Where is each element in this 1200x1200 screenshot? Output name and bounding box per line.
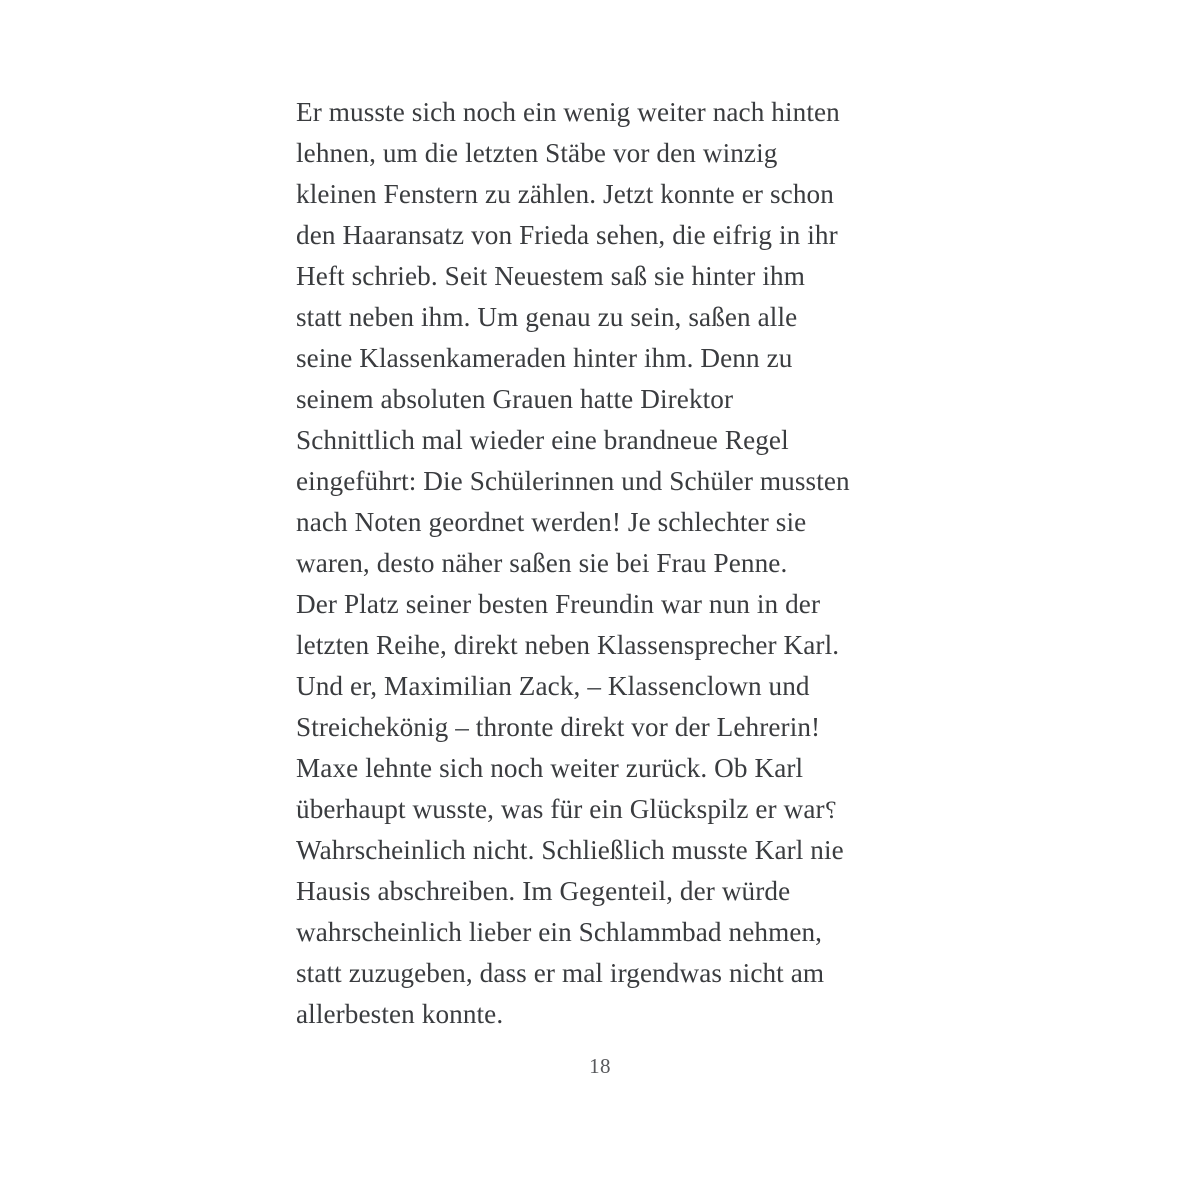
text-line: Und er, Maximilian Zack, – Klassenclown und: [296, 671, 810, 701]
text-line: Schnittlich mal wieder eine brandneue Regel: [296, 425, 789, 455]
text-line: seine Klassenkameraden hinter ihm. Denn zu: [296, 343, 793, 373]
page-number: 18: [589, 1054, 611, 1078]
text-line: kleinen Fenstern zu zählen. Jetzt konnte er schon: [296, 179, 834, 209]
text-line: lehnen, um die letzten Stäbe vor den winzig: [296, 138, 778, 168]
text-line-with-question-glyph: [296, 789, 896, 830]
text-line: Wahrscheinlich nicht. Schließlich musste Karl nie: [296, 835, 844, 865]
text-line: Der Platz seiner besten Freundin war nun in der: [296, 589, 821, 619]
text-line: den Haaransatz von Frieda sehen, die eifrig in ihr: [296, 220, 838, 250]
text-line: statt zuzugeben, dass er mal irgendwas nicht am: [296, 958, 825, 988]
text-line: waren, desto näher saßen sie bei Frau Penne.: [296, 548, 788, 578]
text-line-content: überhaupt wusste, was für ein Glückspilz er war: [296, 794, 825, 824]
text-line: Streichekönig – thronte direkt vor der Lehrerin!: [296, 712, 821, 742]
text-line: statt neben ihm. Um genau zu sein, saßen alle: [296, 302, 798, 332]
text-line: Hausis abschreiben. Im Gegenteil, der würde: [296, 876, 791, 906]
text-line: eingeführt: Die Schülerinnen und Schüler mussten: [296, 466, 850, 496]
text-line: letzten Reihe, direkt neben Klassensprecher Karl.: [296, 630, 840, 660]
text-line: nach Noten geordnet werden! Je schlechter sie: [296, 507, 807, 537]
text-line: wahrscheinlich lieber ein Schlammbad nehmen,: [296, 917, 823, 947]
body-text-block: [296, 92, 896, 1035]
text-line: seinem absoluten Grauen hatte Direktor: [296, 384, 734, 414]
text-line: Heft schrieb. Seit Neuestem saß sie hinter ihm: [296, 261, 805, 291]
text-line: Maxe lehnte sich noch weiter zurück. Ob Karl: [296, 753, 804, 783]
text-line: allerbesten konnte.: [296, 999, 504, 1029]
reversed-question-mark-glyph: ?: [824, 795, 837, 824]
text-line: Er musste sich noch ein wenig weiter nach hinten: [296, 97, 840, 127]
